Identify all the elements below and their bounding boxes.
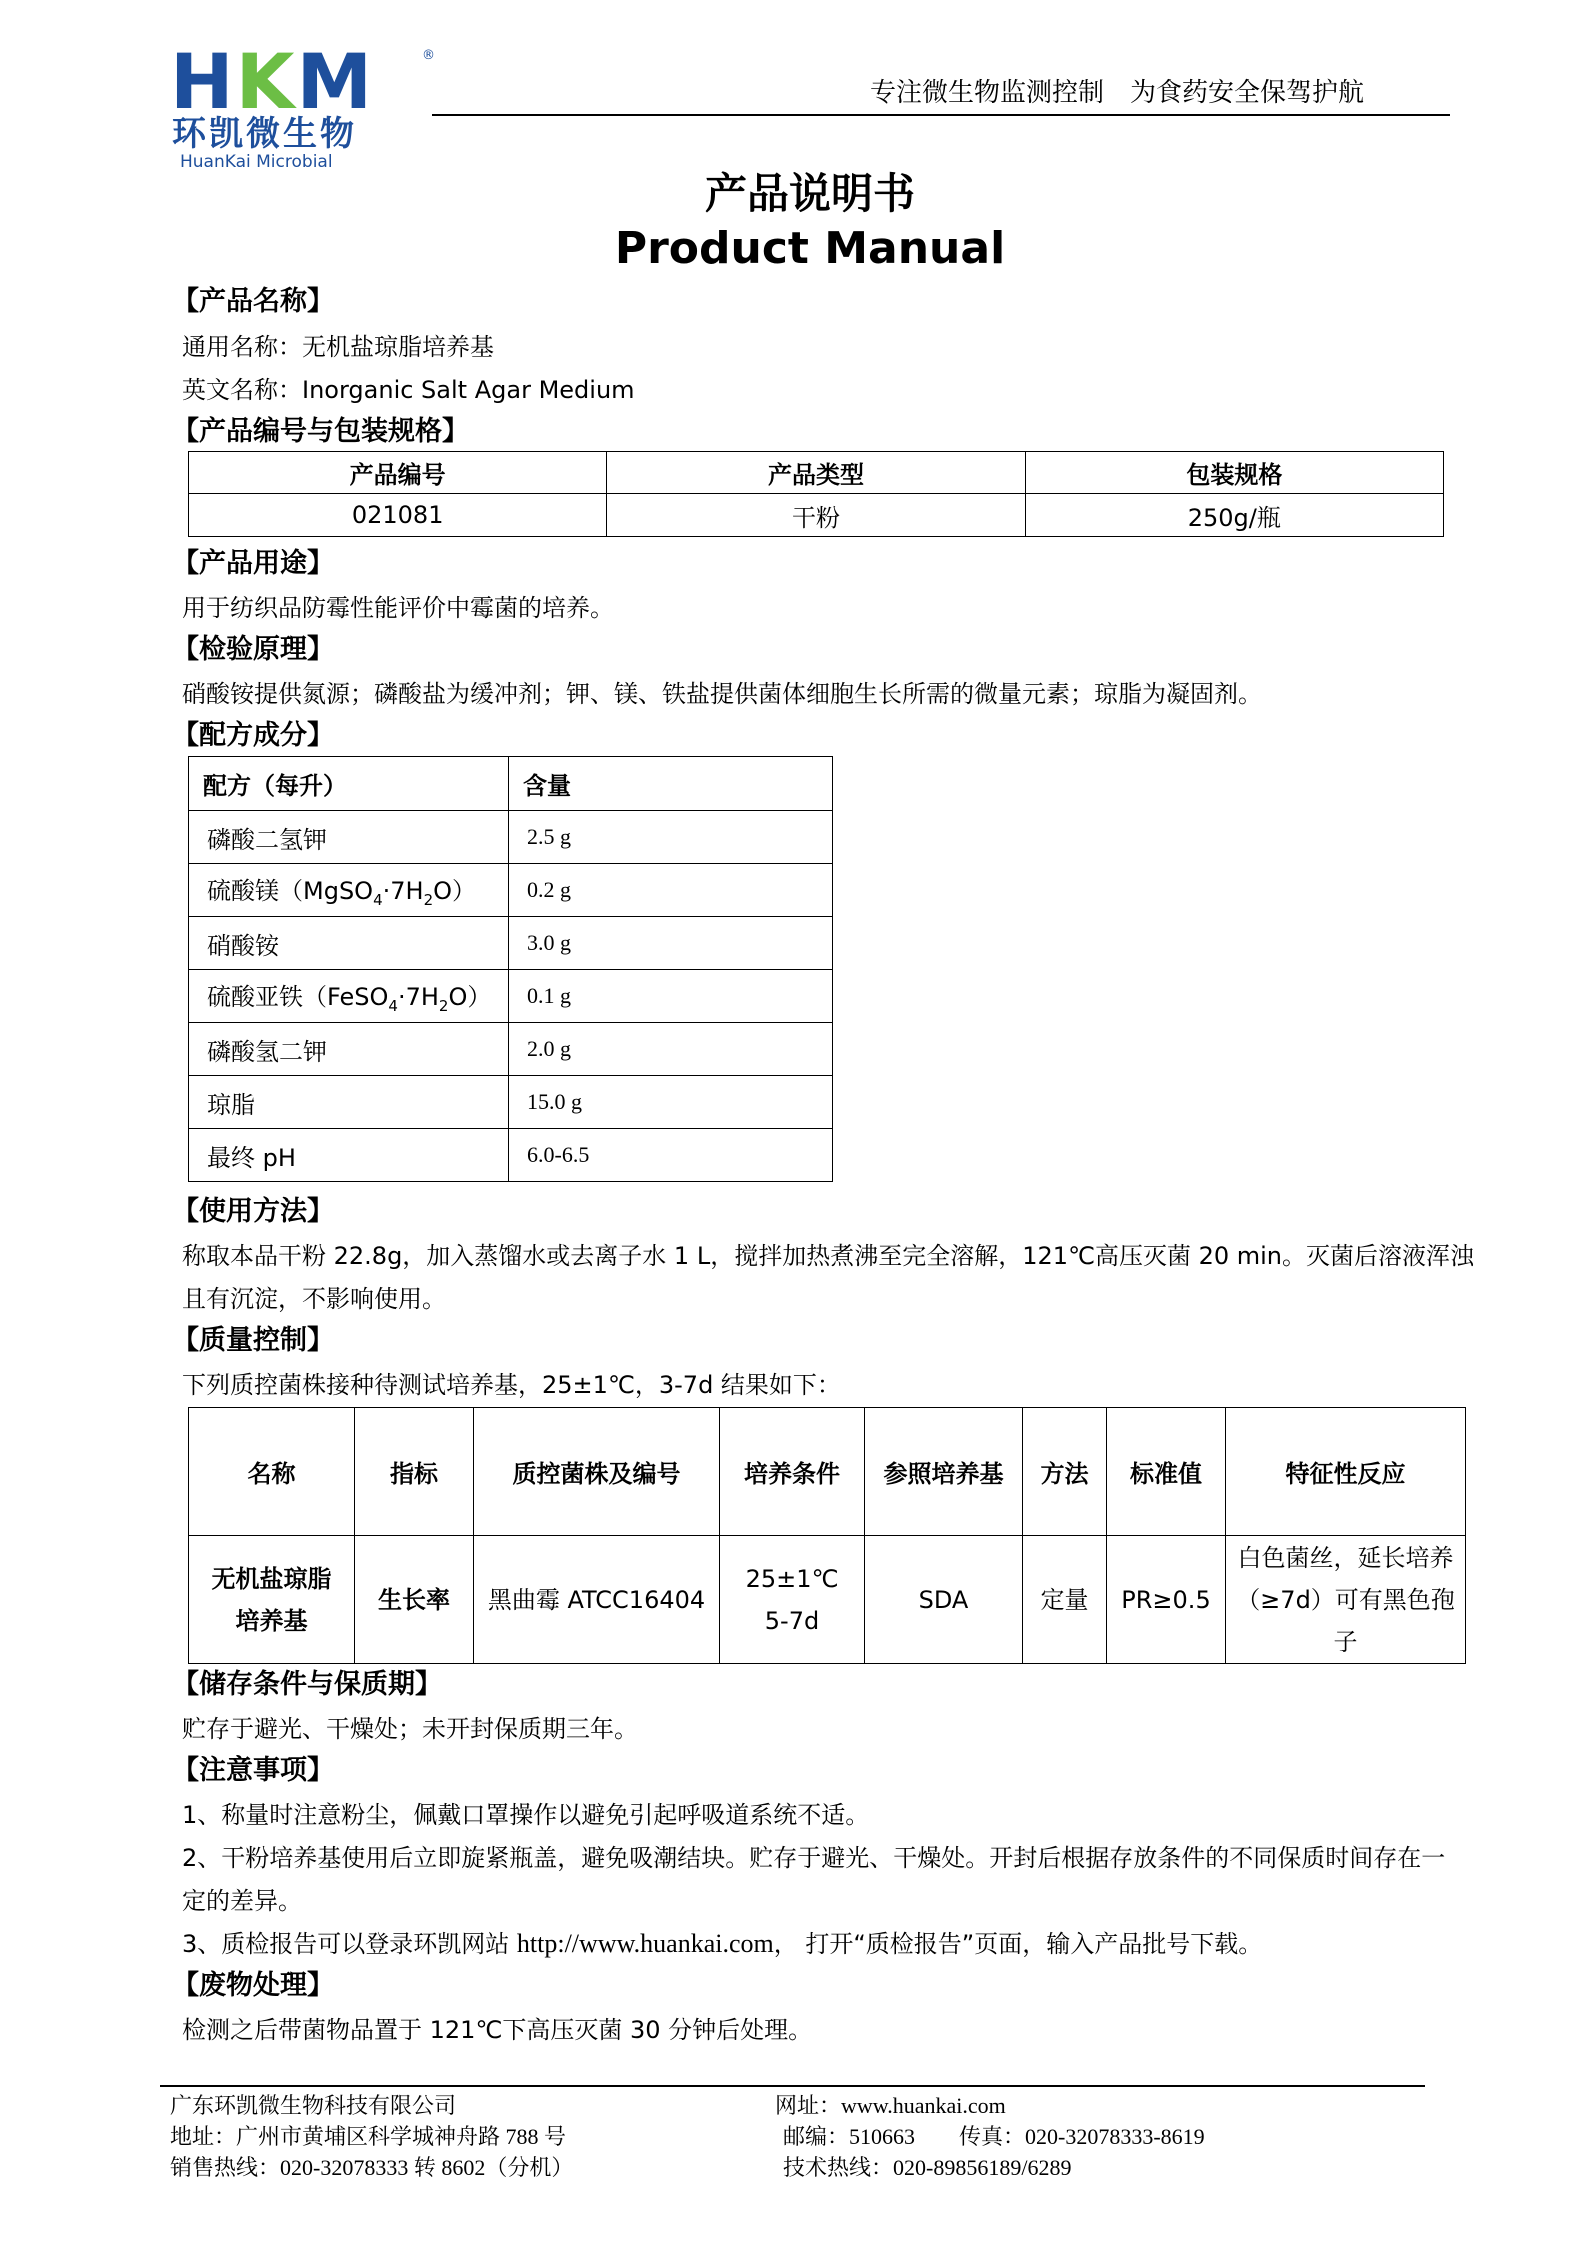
package-spec: 250g/瓶 [1025,494,1443,537]
table-header-cell: 包装规格 [1025,452,1443,494]
section-heading-formula: 【配方成分】 [172,720,334,751]
table-header-row [189,757,833,811]
ingredient-name: 最终 pH [189,1129,509,1182]
ingredient-amount: 3.0 g [509,917,833,970]
package-table [188,451,1444,537]
qc-method: 定量 [1023,1536,1107,1664]
principle-text: 硝酸铵提供氮源；磷酸盐为缓冲剂；钾、镁、铁盐提供菌体细胞生长所需的微量元素；琼脂为凝固剂。 [182,680,1262,708]
usage-text: 用于纺织品防霉性能评价中霉菌的培养。 [182,594,614,622]
registered-mark: ® [422,48,435,63]
ingredient-name: 琼脂 [189,1076,509,1129]
table-row [189,917,833,970]
document-title-en: Product Manual [614,223,1006,274]
section-heading-product-name: 【产品名称】 [172,286,334,317]
footer-tech-hotline: 技术热线：020-89856189/6289 [783,2155,1072,2180]
table-row [189,1129,833,1182]
section-heading-storage: 【储存条件与保质期】 [172,1669,442,1700]
method-text-line: 且有沉淀，不影响使用。 [182,1285,446,1313]
table-header-cell: 产品类型 [607,452,1025,494]
footer-postcode-fax: 邮编：510663 传真：020-32078333-8619 [783,2124,1205,2149]
note-item: 1、称量时注意粉尘，佩戴口罩操作以避免引起呼吸道系统不适。 [182,1801,870,1829]
storage-text: 贮存于避光、干燥处；未开封保质期三年。 [182,1715,638,1743]
ingredient-amount: 2.0 g [509,1023,833,1076]
qc-reaction: 白色菌丝，延长培养 （≥7d）可有黑色孢 子 [1226,1536,1466,1664]
footer-company: 广东环凯微生物科技有限公司 [170,2093,457,2118]
table-row [189,494,1444,537]
note-item: 3、质检报告可以登录环凯网站 http://www.huankai.com， 打开“质检报告”页面，输入产品批号下载。 [182,1929,1263,1958]
note-item: 2、干粉培养基使用后立即旋紧瓶盖，避免吸潮结块。贮存于避光、干燥处。开封后根据存放条件的不同保质时间存在一 [182,1844,1446,1872]
product-code: 021081 [189,494,607,537]
ingredient-amount: 6.0-6.5 [509,1129,833,1182]
table-header-cell: 指标 [355,1408,474,1536]
header-divider [432,114,1450,116]
qc-condition: 25±1℃ 5-7d [720,1536,865,1664]
table-header-cell: 产品编号 [189,452,607,494]
table-header-cell: 名称 [189,1408,355,1536]
ingredient-amount: 0.1 g [509,970,833,1023]
logo-english-name: HuanKai Microbial [180,152,333,172]
section-heading-package: 【产品编号与包装规格】 [172,416,469,447]
footer-website: 网址：www.huankai.com [775,2093,1006,2118]
table-header-row [189,1408,1466,1536]
table-row [189,864,833,917]
disposal-text: 检测之后带菌物品置于 121℃下高压灭菌 30 分钟后处理。 [182,2016,813,2044]
qc-intro-text: 下列质控菌株接种待测试培养基，25±1℃，3-7d 结果如下： [182,1371,841,1399]
ingredient-amount: 2.5 g [509,811,833,864]
ingredient-name: 硫酸镁$(MgSO_4\cdot 7H_2O)$ [189,864,509,917]
table-row [189,1023,833,1076]
document-title-cn: 产品说明书 [704,169,915,218]
table-row [189,1536,1466,1664]
qc-index: 生长率 [355,1536,474,1664]
table-row [189,1076,833,1129]
table-header-cell: 方法 [1023,1408,1107,1536]
table-header-cell: 质控菌株及编号 [474,1408,720,1536]
logo-chinese-name: 环凯微生物 [172,114,357,154]
method-text-line: 称取本品干粉 22.8g，加入蒸馏水或去离子水 1 L，搅拌加热煮沸至完全溶解，121℃高压灭菌 20 min。灭菌后溶液浑浊 [182,1242,1475,1270]
header-slogan: 专注微生物监测控制 为食药安全保驾护航 [870,78,1365,108]
qc-table [188,1407,1466,1664]
table-header-cell: 培养条件 [720,1408,865,1536]
table-header-cell: 特征性反应 [1226,1408,1466,1536]
table-row [189,811,833,864]
section-heading-qc: 【质量控制】 [172,1325,334,1356]
table-header-cell: 含量 [509,757,833,811]
section-heading-disposal: 【废物处理】 [172,1970,334,2001]
footer-sales-hotline: 销售热线：020-32078333 转 8602（分机） [170,2155,574,2180]
section-heading-method: 【使用方法】 [172,1196,334,1227]
note-item-continued: 定的差异。 [182,1887,302,1915]
section-heading-principle: 【检验原理】 [172,634,334,665]
logo-wordmark: HKM [170,37,375,126]
website-link[interactable]: http://www.huankai.com [516,1929,774,1958]
english-name-text: 英文名称：Inorganic Salt Agar Medium [182,376,635,404]
common-name-text: 通用名称：无机盐琼脂培养基 [182,333,494,361]
ingredient-name: 硝酸铵 [189,917,509,970]
table-header-cell: 参照培养基 [865,1408,1023,1536]
table-header-cell: 配方（每升） [189,757,509,811]
table-row [189,970,833,1023]
qc-strain: 黑曲霉 ATCC16404 [474,1536,720,1664]
product-type: 干粉 [607,494,1025,537]
ingredient-name: 磷酸氢二钾 [189,1023,509,1076]
section-heading-notes: 【注意事项】 [172,1755,334,1786]
section-heading-usage: 【产品用途】 [172,548,334,579]
qc-medium-name: 无机盐琼脂 培养基 [189,1536,355,1664]
table-header-cell: 标准值 [1107,1408,1226,1536]
ingredient-amount: 15.0 g [509,1076,833,1129]
table-header-row [189,452,1444,494]
qc-standard: PR≥0.5 [1107,1536,1226,1664]
ingredient-amount: 0.2 g [509,864,833,917]
footer-divider [160,2085,1425,2087]
formula-table [188,756,833,1182]
company-logo [170,37,440,172]
ingredient-name: 硫酸亚铁$(FeSO_4\cdot 7H_2O)$ [189,970,509,1023]
qc-reference: SDA [865,1536,1023,1664]
footer-address: 地址：广州市黄埔区科学城神舟路 788 号 [170,2124,567,2149]
ingredient-name: 磷酸二氢钾 [189,811,509,864]
